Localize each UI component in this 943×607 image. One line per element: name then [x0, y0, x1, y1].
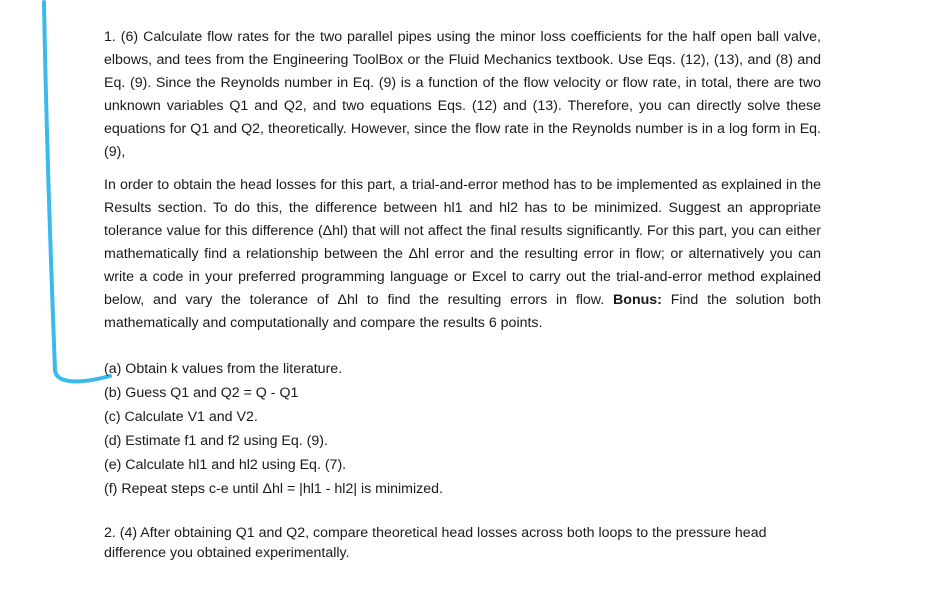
- procedure-steps-list: [104, 357, 821, 501]
- question-2-paragraph: 2. (4) After obtaining Q1 and Q2, compare theoretical head losses across both loops to the pressure head difference you obtained experimentally.: [104, 525, 767, 561]
- list-item: (c) Calculate V1 and V2.: [104, 409, 258, 425]
- question-1-method-paragraph: [104, 174, 821, 335]
- list-item: (f) Repeat steps c-e until Δhl = |hl1 - hl2| is minimized.: [104, 481, 443, 497]
- list-item: (e) Calculate hl1 and hl2 using Eq. (7).: [104, 457, 347, 473]
- list-item: (d) Estimate f1 and f2 using Eq. (9).: [104, 433, 328, 449]
- document-body: [104, 26, 821, 577]
- bonus-label: Bonus:: [613, 292, 662, 308]
- list-item: (a) Obtain k values from the literature.: [104, 361, 343, 377]
- method-text: In order to obtain the head losses for this part, a trial-and-error method has to be implemented as explained in the Results section. To do this, the difference between hl1 and hl2 has to be minimized. Suggest an appropriate tolerance value for this difference (Δhl) that will not affect the final results significantly. For this part, you can either mathematically find a relationship between the Δhl error and the resulting error in flow; or alternatively you can write a code in your preferred programming language or Excel to carry out the trial-and-error method explained below, and vary the tolerance of Δhl to find the resulting errors in flow.: [104, 177, 821, 308]
- list-item: (b) Guess Q1 and Q2 = Q - Q1: [104, 385, 299, 401]
- question-1-paragraph: 1. (6) Calculate flow rates for the two parallel pipes using the minor loss coefficients for the half open ball valve, elbows, and tees from the Engineering ToolBox or the Fluid Mechanics textbook. Use Eqs. (12), (13), and (8) and Eq. (9). Since the Reynolds number in Eq. (9) is a function of the flow velocity or flow rate, in total, there are two unknown variables Q1 and Q2, and two equations Eqs. (12) and (13). Therefore, you can directly solve these equations for Q1 and Q2, theoretically. However, since the flow rate in the Reynolds number is in a log form in Eq. (9),: [104, 29, 821, 160]
- bonus-text: Find the solution both mathematically and computationally and compare the results 6 points.: [104, 292, 821, 331]
